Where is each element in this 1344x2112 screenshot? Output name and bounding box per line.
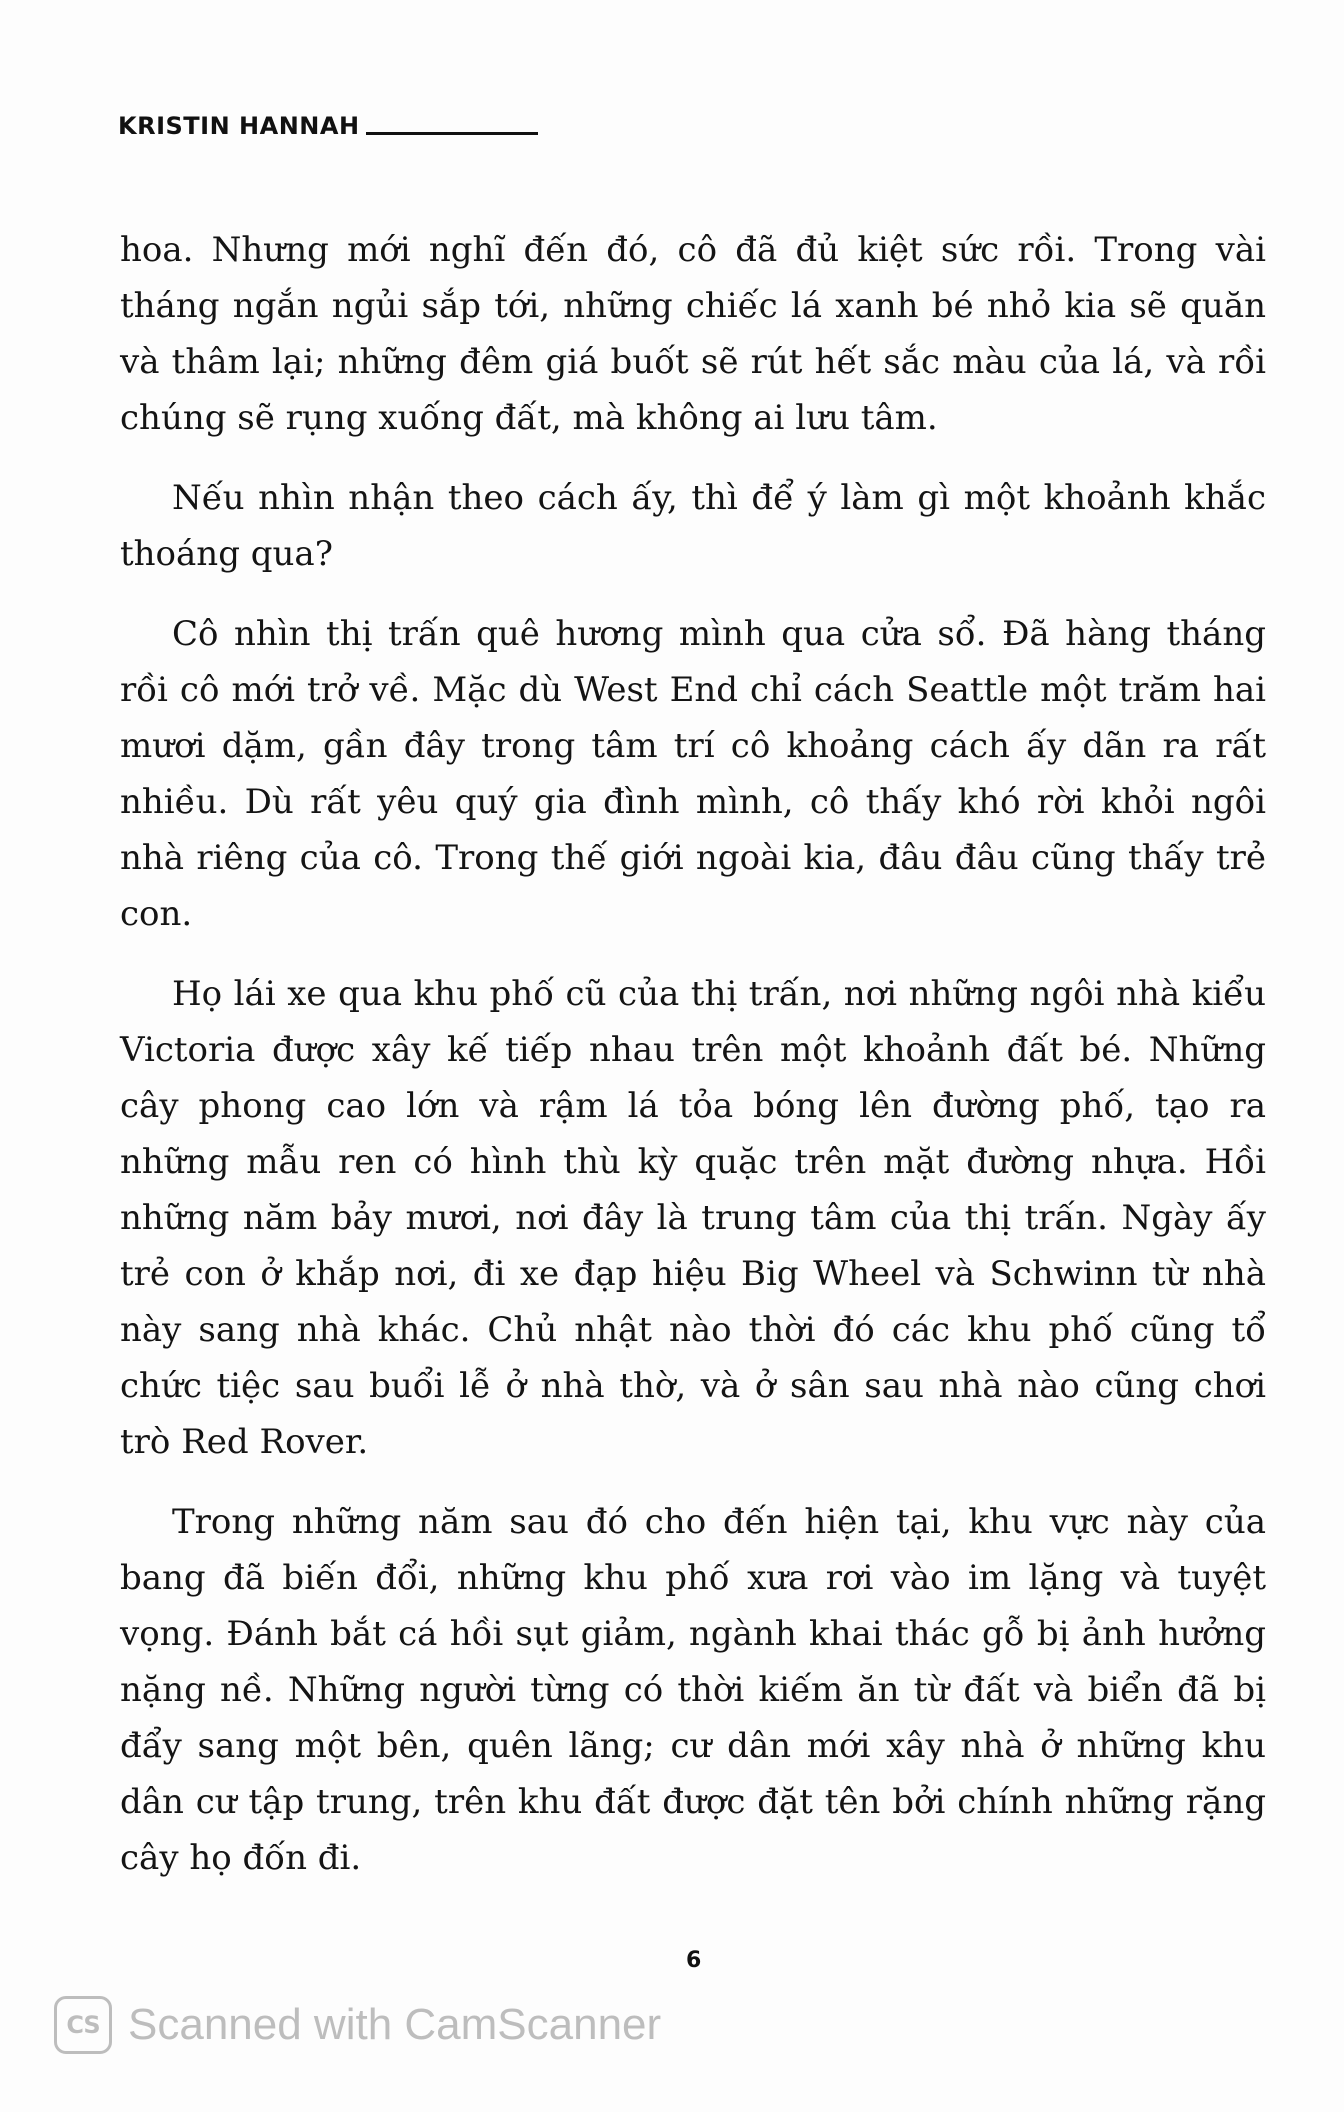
- page-number: 6: [686, 1948, 702, 1973]
- paragraph: Cô nhìn thị trấn quê hương mình qua cửa sổ. Đã hàng tháng rồi cô mới trở về. Mặc dù West End chỉ cách Seattle một trăm hai mươi dặm, gần đây trong tâm trí cô khoảng cách ấy dãn ra rất nhiều. Dù rất yêu quý gia đình mình, cô thấy khó rời khỏi ngôi nhà riêng của cô. Trong thế giới ngoài kia, đâu đâu cũng thấy trẻ con.: [120, 614, 1266, 934]
- header-author: KRISTIN HANNAH: [118, 112, 360, 140]
- paragraph: Họ lái xe qua khu phố cũ của thị trấn, nơi những ngôi nhà kiểu Victoria được xây kế tiếp nhau trên một khoảnh đất bé. Những cây phong cao lớn và rậm lá tỏa bóng lên đường phố, tạo ra những mẫu ren có hình thù kỳ quặc trên mặt đường nhựa. Hồi những năm bảy mươi, nơi đây là trung tâm của thị trấn. Ngày ấy trẻ con ở khắp nơi, đi xe đạp hiệu Big Wheel và Schwinn từ nhà này sang nhà khác. Chủ nhật nào thời đó các khu phố cũng tổ chức tiệc sau buổi lễ ở nhà thờ, và ở sân sau nhà nào cũng chơi trò Red Rover.: [120, 974, 1266, 1462]
- scanner-watermark: [54, 1996, 661, 2054]
- header-rule: [366, 132, 538, 135]
- paragraph: Nếu nhìn nhận theo cách ấy, thì để ý làm gì một khoảnh khắc thoáng qua?: [120, 478, 1266, 574]
- scanner-watermark-text: Scanned with CamScanner: [128, 2000, 662, 2049]
- running-header: [118, 112, 538, 140]
- camscanner-logo-icon: CS: [54, 1996, 112, 2054]
- body-text: [120, 222, 1266, 1910]
- paragraph: Trong những năm sau đó cho đến hiện tại, khu vực này của bang đã biến đổi, những khu phố xưa rơi vào im lặng và tuyệt vọng. Đánh bắt cá hồi sụt giảm, ngành khai thác gỗ bị ảnh hưởng nặng nề. Những người từng có thời kiếm ăn từ đất và biển đã bị đẩy sang một bên, quên lãng; cư dân mới xây nhà ở những khu dân cư tập trung, trên khu đất được đặt tên bởi chính những rặng cây họ đốn đi.: [120, 1502, 1266, 1878]
- paragraph: hoa. Nhưng mới nghĩ đến đó, cô đã đủ kiệt sức rồi. Trong vài tháng ngắn ngủi sắp tới, những chiếc lá xanh bé nhỏ kia sẽ quăn và thâm lại; những đêm giá buốt sẽ rút hết sắc màu của lá, và rồi chúng sẽ rụng xuống đất, mà không ai lưu tâm.: [120, 230, 1266, 438]
